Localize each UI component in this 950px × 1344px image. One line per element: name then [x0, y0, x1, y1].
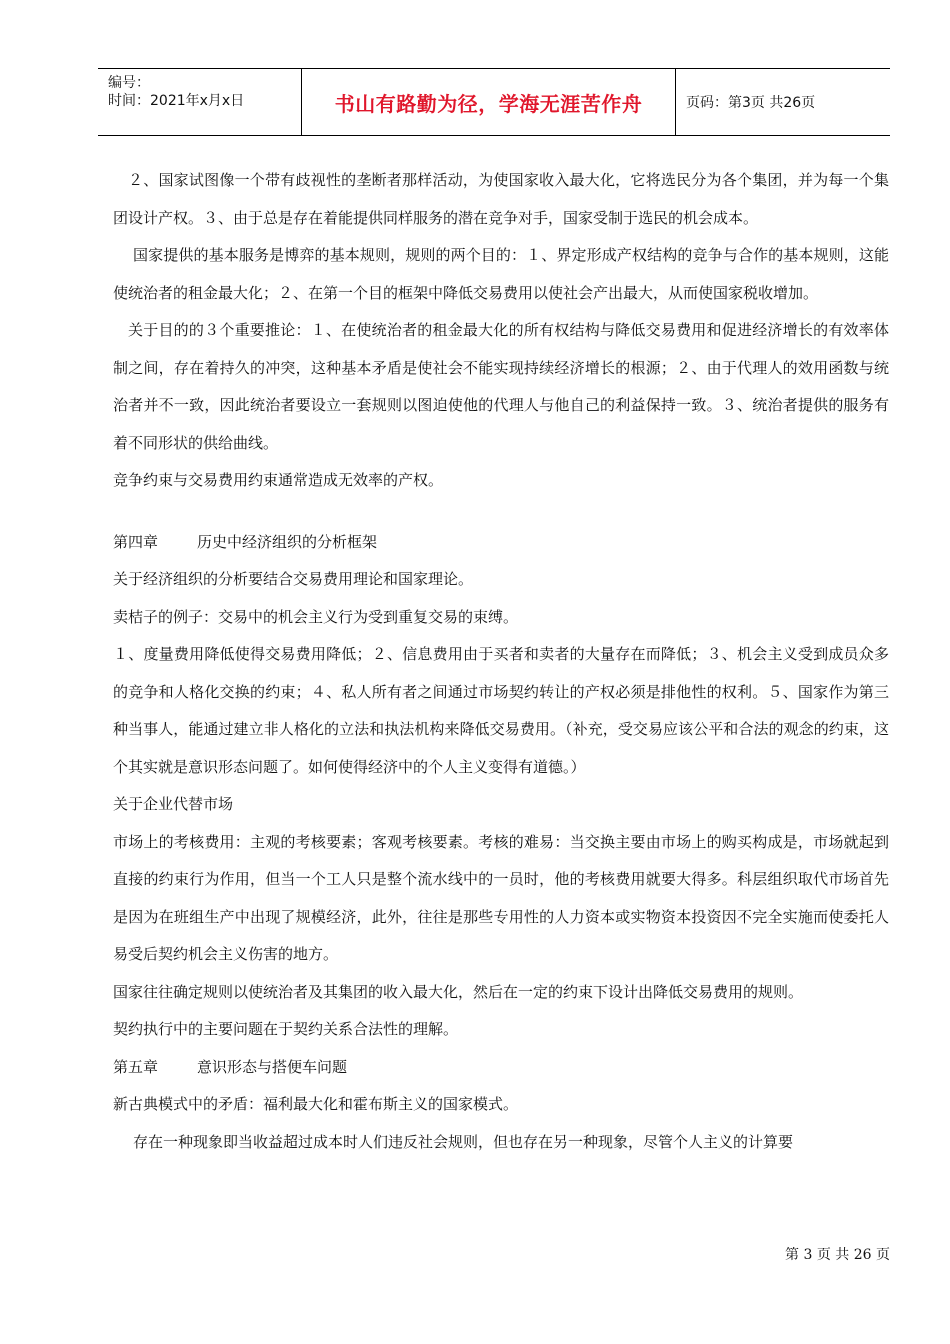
header-page-code: 页码：第3页 共26页: [686, 95, 816, 111]
paragraph: 市场上的考核费用：主观的考核要素；客观考核要素。考核的难易：当交换主要由市场上的购买构成是，市场就起到直接的约束行为作用，但当一个工人只是整个流水线中的一员时，他的考核费用就要大得多。科层组织取代市场首先是因为在班组生产中出现了规模经济，此外，往往是那些专用性的人力资本或实物资本投资因不完全实施而使委托人易受后契约机会主义伤害的地方。: [113, 832, 889, 963]
chapter-number: 第五章: [113, 1057, 159, 1076]
paragraph: 卖桔子的例子：交易中的机会主义行为受到重复交易的束缚。: [113, 607, 519, 626]
paragraph: 存在一种现象即当收益超过成本时人们违反社会规则，但也存在另一种现象，尽管个人主义的计算要: [133, 1132, 794, 1151]
chapter-heading: [113, 1049, 889, 1087]
paragraph: 国家往往确定规则以使统治者及其集团的收入最大化，然后在一定的约束下设计出降低交易费用的规则。: [113, 982, 804, 1001]
chapter-heading: [113, 524, 889, 562]
serial-label: 编号：: [108, 75, 150, 91]
chapter-title: 历史中经济组织的分析框架: [197, 532, 378, 551]
page-header: [98, 68, 890, 136]
paragraph: 国家提供的基本服务是博弈的基本规则，规则的两个目的：１、界定形成产权结构的竞争与合作的基本规则，这能使统治者的租金最大化；２、在第一个目的框架中降低交易费用以使社会产出最大，从而使国家税收增加。: [113, 246, 889, 302]
paragraph: 新古典模式中的矛盾：福利最大化和霍布斯主义的国家模式。: [113, 1095, 519, 1113]
chapter-title: 意识形态与搭便车问题: [197, 1057, 348, 1076]
paragraph: 竞争约束与交易费用约束通常造成无效率的产权。: [113, 471, 444, 489]
header-bottom-rule: [98, 135, 890, 136]
header-divider: [675, 68, 676, 136]
paragraph: １、度量费用降低使得交易费用降低；２、信息费用由于买者和卖者的大量存在而降低；３、机会主义受到成员众多的竞争和人格化交换的约束；４、私人所有者之间通过市场契约转让的产权必须是排他性的权利。５、国家作为第三种当事人，能通过建立非人格化的立法和执法机构来降低交易费用。（补充，受交易应该公平和合法的观念的约束，这个其实就是意识形态问题了。如何使得经济中的个人主义变得有道德。）: [113, 645, 889, 776]
header-motto: 书山有路勤为径，学海无涯苦作舟: [334, 91, 643, 116]
paragraph: 契约执行中的主要问题在于契约关系合法性的理解。: [113, 1020, 459, 1038]
chapter-number: 第四章: [113, 532, 159, 551]
time-label: 时间：2021年x月x日: [108, 93, 245, 109]
page-footer: 第 3 页 共 26 页: [785, 1247, 890, 1263]
paragraph: 关于目的的３个重要推论：１、在使统治者的租金最大化的所有权结构与降低交易费用和促进经济增长的有效率体制之间，存在着持久的冲突，这种基本矛盾是使社会不能实现持续经济增长的根源；２、由于代理人的效用函数与统治者并不一致，因此统治者要设立一套规则以图迫使他的代理人与他自己的利益保持一致。３、统治者提供的服务有着不同形状的供给曲线。: [113, 321, 889, 452]
paragraph: ２、国家试图像一个带有歧视性的垄断者那样活动，为使国家收入最大化，它将选民分为各个集团，并为每一个集团设计产权。３、由于总是存在着能提供同样服务的潜在竞争对手，国家受制于选民的机会成本。: [113, 171, 889, 227]
header-meta: [108, 74, 300, 110]
paragraph: 关于经济组织的分析要结合交易费用理论和国家理论。: [113, 570, 474, 588]
document-body: [113, 162, 889, 1161]
paragraph: 关于企业代替市场: [113, 795, 234, 813]
